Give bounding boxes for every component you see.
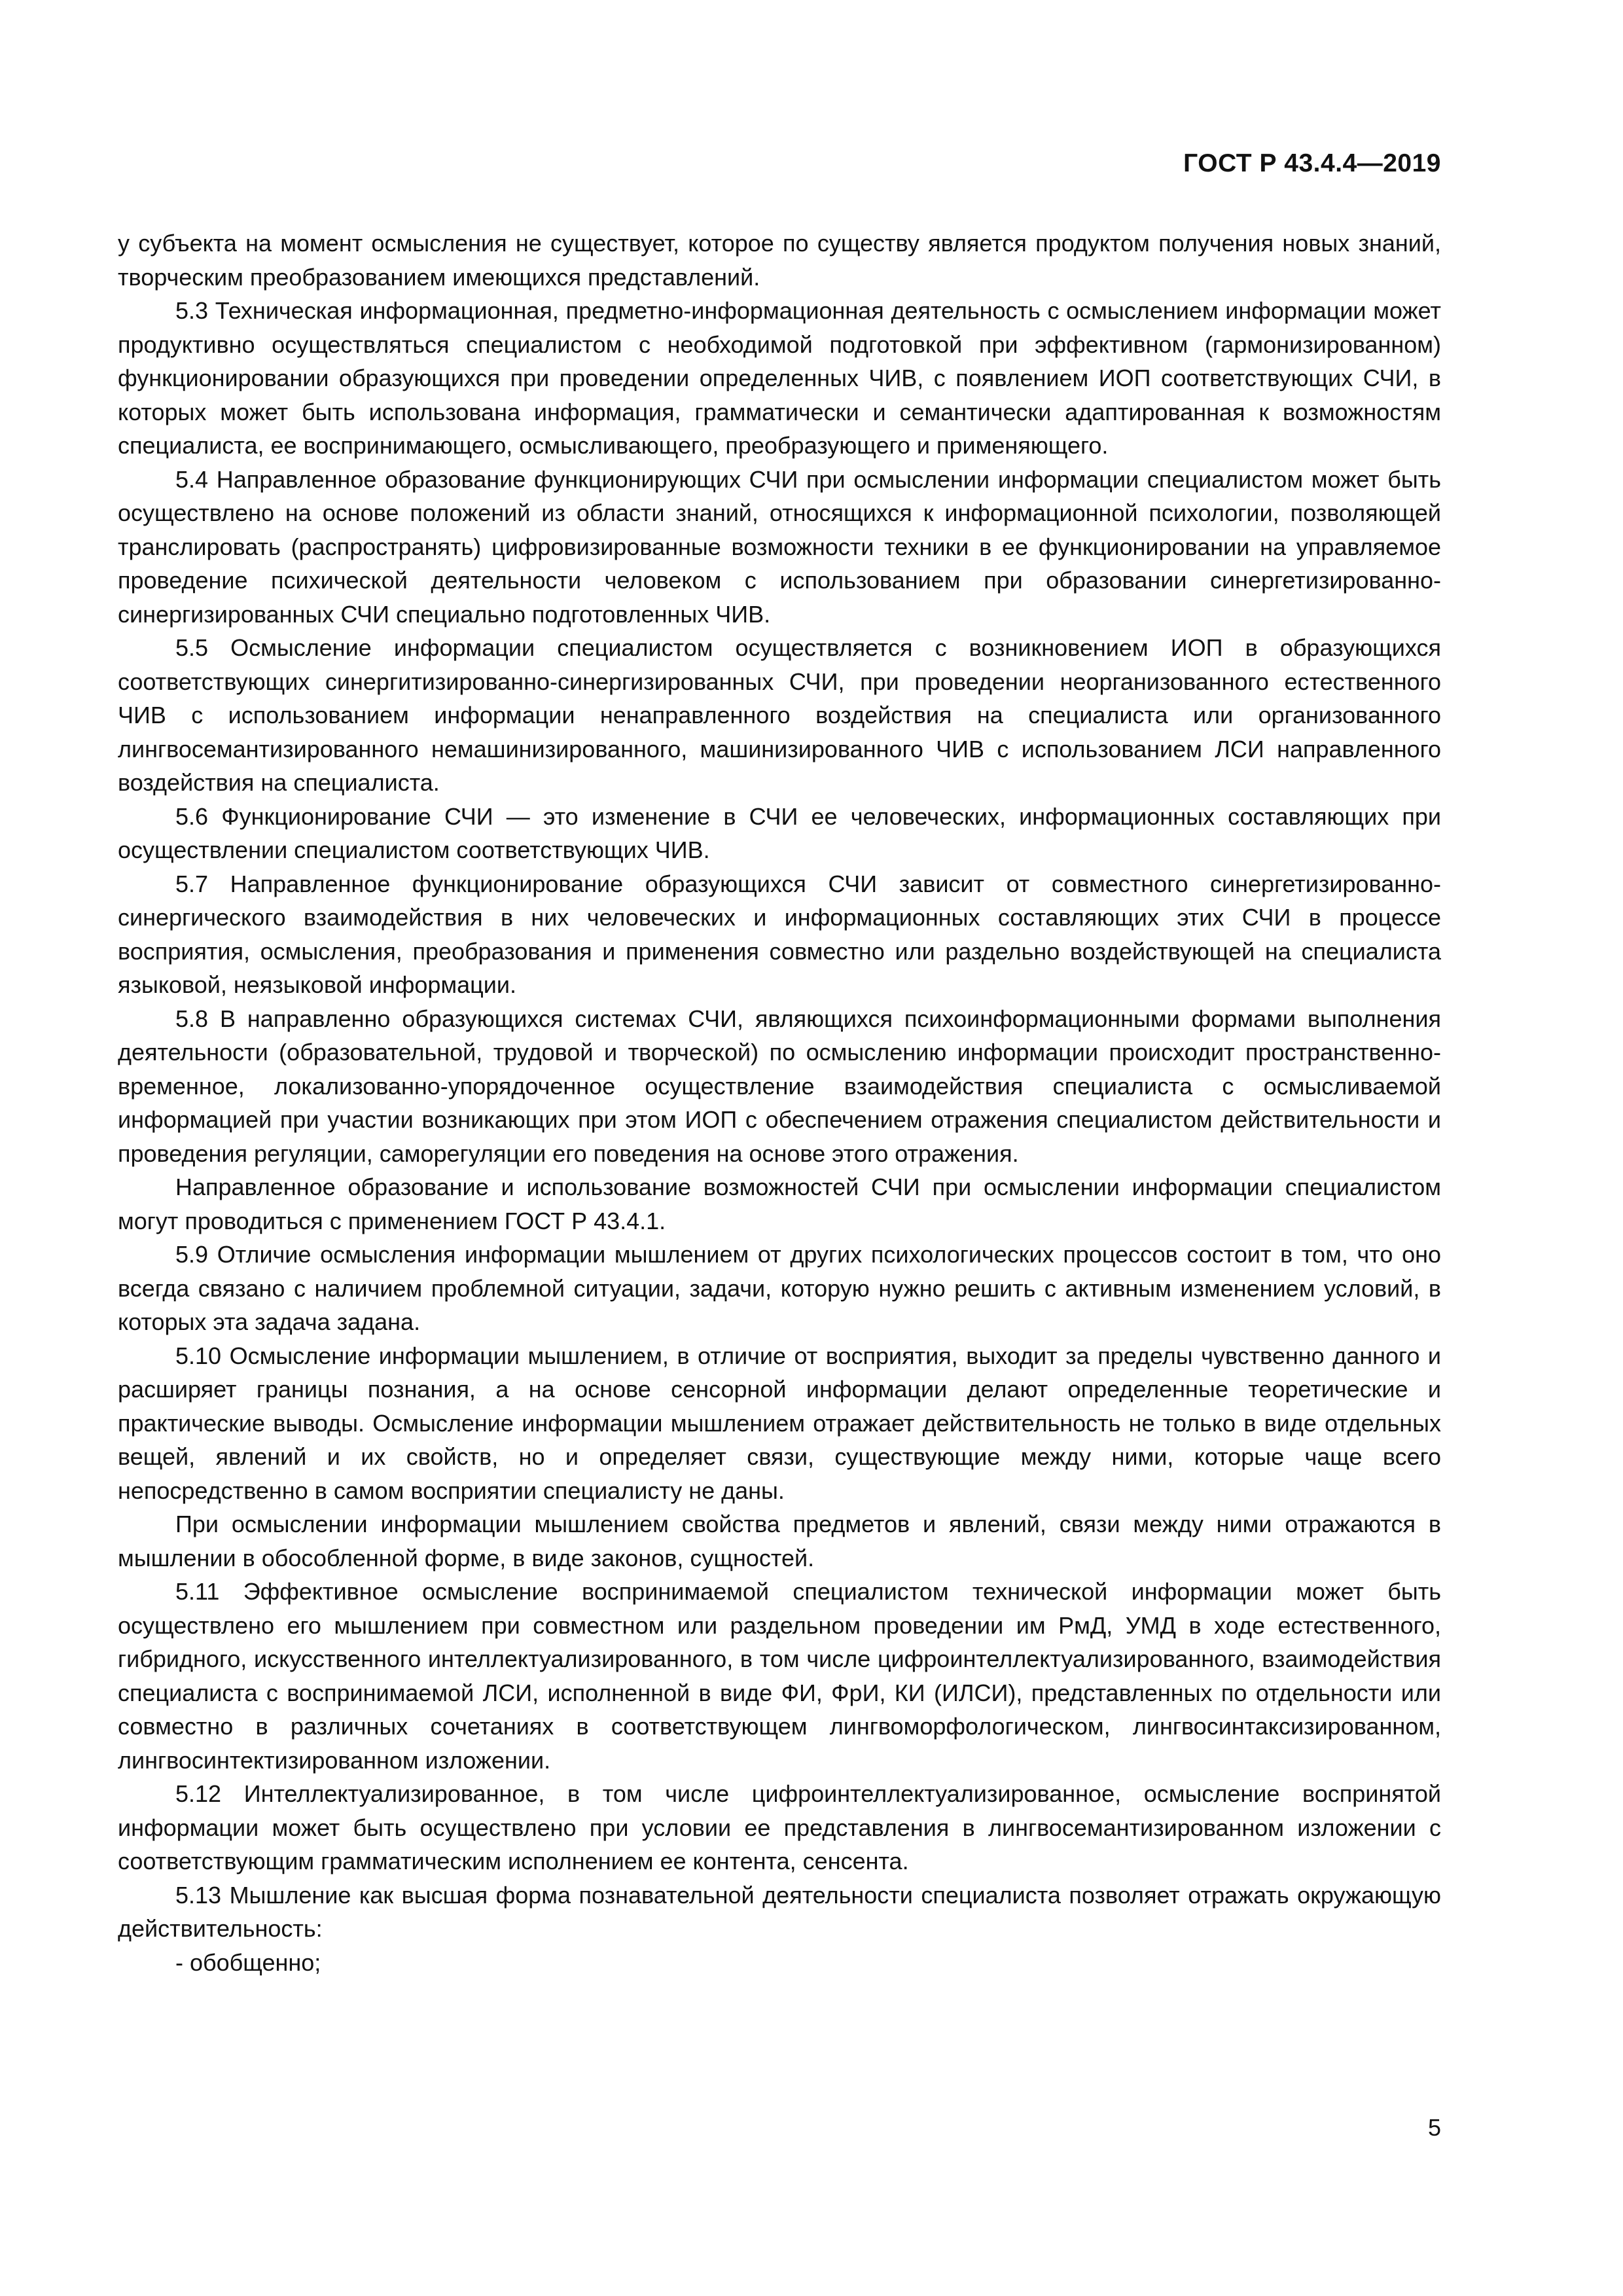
paragraph-5-12: 5.12 Интеллектуализированное, в том числе цифроинтеллектуализированное, осмысление воспринятой информации может быть осуществлено при условии ее представления в лингвосемантизированном изложении с соответствующим грамматическим исполнением ее контента, сенсента. <box>118 1780 1441 1874</box>
list-item: - обобщенно; <box>175 1948 321 1976</box>
paragraph-continuation: у субъекта на момент осмысления не существует, которое по существу является продуктом получения новых знаний, творческим преобразованием имеющихся представлений. <box>118 230 1441 291</box>
paragraph-5-6: 5.6 Функционирование СЧИ — это изменение в СЧИ ее человеческих, информационных составляющих при осуществлении специалистом соответствующих ЧИВ. <box>118 802 1441 863</box>
paragraph-5-11: 5.11 Эффективное осмысление воспринимаемой специалистом технической информации может быть осуществлено его мышлением при совместном или раздельном проведении им РмД, УМД в ходе естественного, гибридного, искусственного интеллектуализированного, в том числе цифроинтеллектуализированного, взаимодействия специалиста с воспринимаемой ЛСИ, исполненной в виде ФИ, ФрИ, КИ (ИЛСИ), представленных по отдельности или совместно в различных сочетаниях в соответствующем лингвоморфологическом, лингвосинтаксизированном, лингвосинтектизированном изложении. <box>118 1578 1441 1774</box>
paragraph-5-8-note: Направленное образование и использование возможностей СЧИ при осмыслении информации специалистом могут проводиться с применением ГОСТ Р 43.4.1. <box>118 1174 1441 1234</box>
document-designation: ГОСТ Р 43.4.4—2019 <box>1183 149 1441 177</box>
paragraph-5-4: 5.4 Направленное образование функционирующих СЧИ при осмыслении информации специалистом может быть осуществлено на основе положений из области знаний, относящихся к информационной психологии, позволяющей транслировать (распространять) цифровизированные возможности техники в ее функционировании на управляемое проведение психической деятельности человеком с использованием при образовании синергетизированно-синергизированных СЧИ специально подготовленных ЧИВ. <box>118 465 1441 628</box>
paragraph-5-8: 5.8 В направленно образующихся системах СЧИ, являющихся психоинформационными формами выполнения деятельности (образовательной, трудовой и творческой) по осмыслению информации происходит пространственно-временное, локализованно-упорядоченное осуществление взаимодействия специалиста с осмысливаемой информацией при участии возникающих при этом ИОП с обеспечением отражения специалистом действительности и проведения регуляции, саморегуляции его поведения на основе этого отражения. <box>118 1005 1441 1167</box>
document-body <box>118 226 1441 1979</box>
page-number: 5 <box>1427 2114 1441 2141</box>
paragraph-5-10-note: При осмыслении информации мышлением свойства предметов и явлений, связи между ними отражаются в мышлении в обособленной форме, в виде законов, сущностей. <box>118 1511 1441 1571</box>
paragraph-5-3: 5.3 Техническая информационная, предметно-информационная деятельность с осмыслением информации может продуктивно осуществляться специалистом с необходимой подготовкой при эффективном (гармонизированном) функционировании образующихся при проведении определенных ЧИВ, с появлением ИОП соответствующих СЧИ, в которых может быть использована информация, грамматически и семантически адаптированная к возможностям специалиста, ее воспринимающего, осмысливающего, преобразующего и применяющего. <box>118 297 1441 459</box>
paragraph-5-10: 5.10 Осмысление информации мышлением, в отличие от восприятия, выходит за пределы чувственно данного и расширяет границы познания, а на основе сенсорной информации делают определенные теоретические и практические выводы. Осмысление информации мышлением отражает действительность не только в виде отдельных вещей, явлений и их свойств, но и определяет связи, существующие между ними, которые чаще всего непосредственно в самом восприятии специалисту не даны. <box>118 1342 1441 1504</box>
paragraph-5-7: 5.7 Направленное функционирование образующихся СЧИ зависит от совместного синергетизированно-синергического взаимодействия в них человеческих и информационных составляющих этих СЧИ в процессе восприятия, осмысления, преобразования и применения совместно или раздельно воздействующей на специалиста языковой, неязыковой информации. <box>118 870 1441 998</box>
paragraph-5-5: 5.5 Осмысление информации специалистом осуществляется с возникновением ИОП в образующихся соответствующих синергитизированно-синергизированных СЧИ, при проведении неорганизованного естественного ЧИВ с использованием информации ненаправленного воздействия на специалиста или организованного лингвосемантизированного немашинизированного, машинизированного ЧИВ с использованием ЛСИ направленного воздействия на специалиста. <box>118 634 1441 796</box>
paragraph-5-13: 5.13 Мышление как высшая форма познавательной деятельности специалиста позволяет отражать окружающую действительность: <box>118 1881 1441 1942</box>
paragraph-5-9: 5.9 Отличие осмысления информации мышлением от других психологических процессов состоит в том, что оно всегда связано с наличием проблемной ситуации, задачи, которую нужно решить с активным изменением условий, в которых эта задача задана. <box>118 1241 1441 1335</box>
